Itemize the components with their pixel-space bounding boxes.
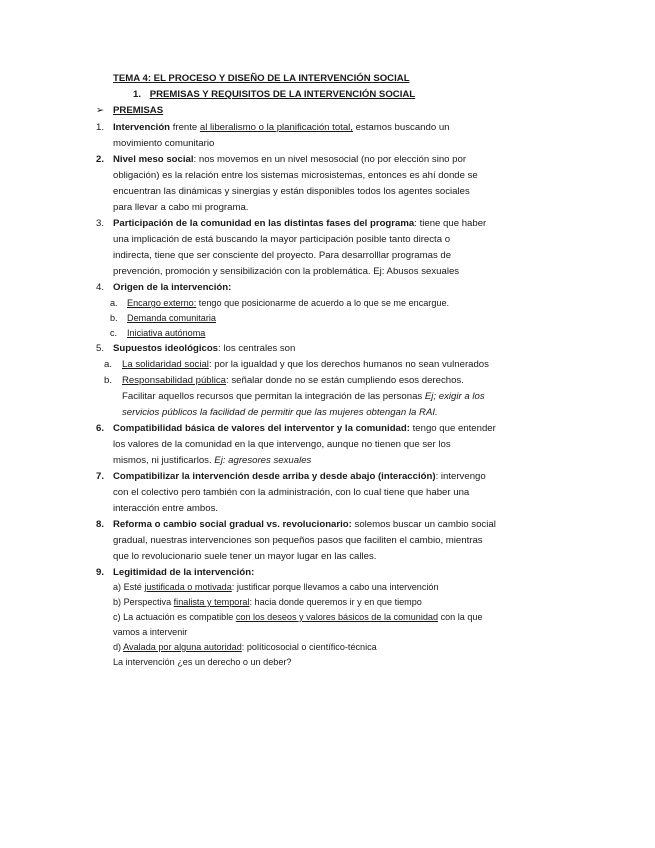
item-3-line-2: una implicación de está buscando la mayor participación posible tanto directa o [113,234,451,245]
item-9c-line-1 [113,610,483,625]
item-3-line-4: prevención, promoción y sensibilización con la problemática. Ej: Abusos sexuales [113,266,460,277]
item-5a-marker: a. [104,359,113,370]
item-1-underlined: al liberalismo o la planificación total, [199,122,353,133]
item-9c-underlined: con los deseos y valores básicos de la comunidad [235,612,439,622]
item-5-line-1 [113,341,295,356]
item-1-line-2: movimiento comunitario [113,138,215,149]
item-5b-marker: b. [104,375,113,386]
item-9b-underlined: finalista y temporal [173,597,250,607]
item-6-line-2: los valores de la comunidad en la que intervengo, aunque no tienen que ser los [113,439,451,450]
item-9b-text: : hacia donde queremos ir y en que tiempo [249,597,422,607]
item-4a-text: tengo que posicionarme de acuerdo a lo que se me encargue. [196,298,450,308]
item-6-term: Compatibilidad básica de valores del interventor y la comunidad: [113,423,410,434]
item-3-line-3: indirecta, tiene que ser consciente del proyecto. Para desarrolllar programas de [113,250,452,261]
item-9d-text: : políticosocial o científico-técnica [241,642,377,652]
item-4b-underlined: Demanda comunitaria [127,313,216,323]
item-6-line-1 [113,421,496,436]
item-6-line-3 [113,453,311,468]
item-4-number: 4. [96,282,105,293]
item-9-question: La intervención ¿es un derecho o un deber? [113,657,292,667]
item-5-number: 5. [96,343,105,354]
item-5b-line-2-italic: Ej; exigir a los [424,391,485,402]
item-5b-line-2-text: Facilitar aquellos recursos que permitan la integración de las personas [122,391,425,402]
item-2-line-3: encuentran las dinámicas y sinergias y están disponibles todos los agentes sociales [113,186,470,197]
subtitle-text: PREMISAS Y REQUISITOS DE LA INTERVENCIÓN SOCIAL [149,89,416,100]
item-7-line-2: con el colectivo pero también con la administración, con lo cual tiene que haber una [113,487,470,498]
title-text: TEMA 4: EL PROCESO Y DISEÑO DE LA INTERVENCIÓN SOCIAL [113,73,410,84]
item-8-term: Reforma o cambio social gradual vs. revolucionario: [113,519,352,530]
item-8-line-2: gradual, nuestras intervenciones son pequeños pasos que faciliten el cambio, mientras [113,535,483,546]
item-1-text-2: estamos buscando un [352,122,450,133]
item-6-line-3-text: mismos, ni justificarlos. [113,455,215,466]
section-subtitle [133,87,415,102]
item-9a-text: : justificar porque llevamos a cabo una intervención [231,582,439,592]
item-1-line-1 [113,120,450,135]
item-8-text-1: solemos buscar un cambio social [351,519,496,530]
item-5-term: Supuestos ideológicos [113,343,219,354]
item-5b-underlined: Responsabilidad pública [122,375,227,386]
item-3-line-1 [113,216,486,231]
item-8-line-1 [113,517,496,532]
item-6-number: 6. [96,423,105,434]
item-2-number: 2. [96,154,105,165]
item-1-number: 1. [96,122,105,133]
item-9a-underlined: justificada o motivada [144,582,232,592]
item-7-line-3: interacción entre ambos. [113,503,219,514]
item-9d-underlined: Avalada por alguna autoridad [123,642,242,652]
item-9d-line [113,640,377,655]
item-7-text-1: : intervengo [435,471,486,482]
item-4a-underlined: Encargo externo: [127,298,197,308]
item-5a-text: : por la igualdad y que los derechos humanos no sean vulnerados [208,359,489,370]
item-2-term: Nivel meso social [113,154,194,165]
section-bullet-icon: ➢ [96,105,105,116]
item-8-line-3: que lo revolucionario suele tener un mayor lugar en las calles. [113,551,377,562]
item-6-text-1: tengo que entender [409,423,496,434]
item-3-text-1: : tiene que haber [414,218,487,229]
item-1-term: Intervención [113,122,171,133]
item-9b-line [113,595,422,610]
item-4c-marker: c. [110,328,118,338]
item-6-line-3-italic: Ej: agresores sexuales [214,455,312,466]
item-9c-text: con la que [438,612,483,622]
item-7-number: 7. [96,471,105,482]
item-9b-prefix: b) Perspectiva [113,597,174,607]
item-5b-line-2 [122,389,485,404]
item-3-term: Participación de la comunidad en las distintas fases del programa [113,218,415,229]
item-5a-line [122,357,489,372]
item-5b-line-3: servicios públicos la facilidad de permitir que las mujeres obtengan la RAI. [122,407,438,418]
item-2-line-1 [113,152,466,167]
item-9-number: 9. [96,567,105,578]
item-4-term: Origen de la intervención: [113,282,232,293]
subtitle-number: 1. [133,89,142,100]
item-1-text-1: frente [170,122,200,133]
item-5-text-1: : los centrales son [218,343,296,354]
item-2-line-2: obligación) es la relación entre los sistemas microsistemas, entonces es ahí donde se [113,170,478,181]
document-title [113,71,410,86]
item-2-text-1: : nos movemos en un nivel mesosocial (no por elección sino por [193,154,467,165]
item-5b-line-1 [122,373,464,388]
item-4b-marker: b. [110,313,118,323]
item-8-number: 8. [96,519,105,530]
item-7-term: Compatibilizar la intervención desde arriba y desde abajo (interacción) [113,471,436,482]
item-9c-prefix: c) La actuación es compatible [113,612,236,622]
item-2-line-4: para llevar a cabo mi programa. [113,202,249,213]
item-9c-line-2: vamos a intervenir [113,627,188,637]
item-4c-underlined: Iniciativa autónoma [127,328,206,338]
item-7-line-1 [113,469,486,484]
section-heading: PREMISAS [113,105,164,116]
item-4a-line [127,296,449,311]
item-9a-prefix: a) Esté [113,582,145,592]
item-9d-prefix: d) [113,642,124,652]
item-5a-underlined: La solidaridad social [122,359,209,370]
item-4a-marker: a. [110,298,118,308]
item-9-term: Legitimidad de la intervención: [113,567,255,578]
item-5b-text: : señalar donde no se están cumpliendo esos derechos. [226,375,464,386]
item-3-number: 3. [96,218,105,229]
item-9a-line [113,580,439,595]
